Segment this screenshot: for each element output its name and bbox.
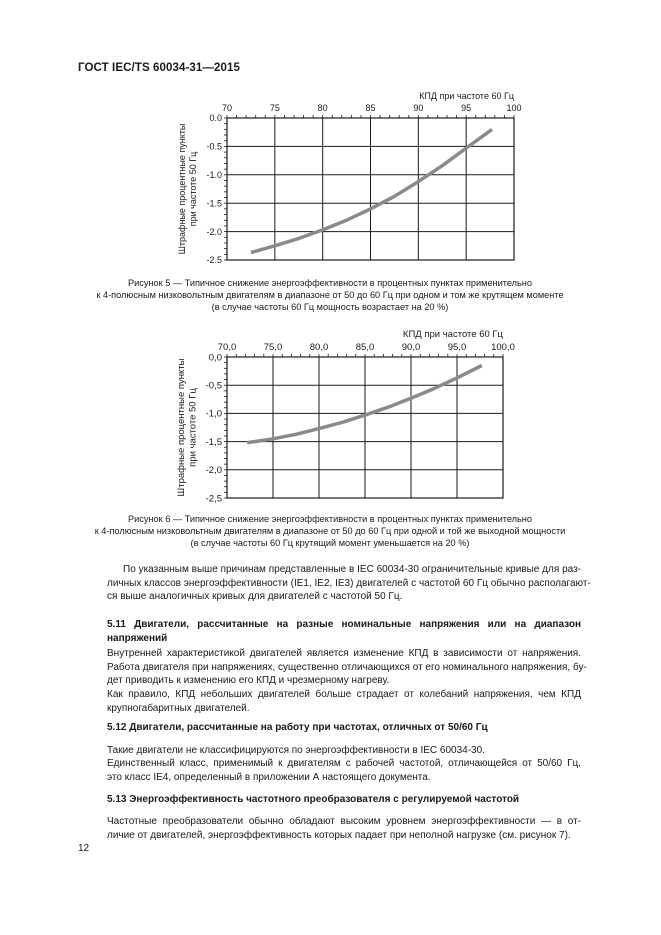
y-tick-label: -0,5 — [205, 380, 222, 392]
text-line: Единственный класс, применимый к двигателям с рабочей частотой, отличающейся от 50/60 Гц, — [107, 758, 581, 769]
intro-paragraph — [107, 563, 591, 604]
section-5-11-heading — [107, 618, 581, 645]
section-5-11-paragraph-1 — [107, 647, 587, 688]
x-tick-label: 95,0 — [447, 342, 467, 353]
text-line: дет приводить к изменению его КПД и чрезмерному нагреву. — [107, 675, 390, 687]
text-line: ся выше аналогичных кривых для двигателей с частотой 50 Гц. — [107, 591, 403, 603]
document-header: ГОСТ IEC/TS 60034-31—2015 — [78, 62, 240, 74]
text-line: По указанным выше причинам представленные в IEC 60034-30 ограничительные кривые для раз- — [123, 564, 581, 575]
text-line: Работа двигателя при напряжениях, существенно отличающихся от его номинального напряжения, бу- — [107, 661, 587, 673]
text-line: Частотные преобразователи обычно обладают высоким уровнем энергоэффективности — в от- — [107, 816, 581, 827]
x-tick-label: 100,0 — [491, 342, 515, 353]
y-tick-label: -2,5 — [205, 493, 222, 505]
text-line: крупногабаритных двигателей. — [107, 702, 250, 714]
heading-line: 5.12 Двигатели, рассчитанные на работу при частотах, отличных от 50/60 Гц — [107, 722, 488, 733]
x-tick-label: 70,0 — [217, 342, 237, 353]
section-5-13-paragraph-1 — [107, 815, 581, 842]
y-tick-label: -2.5 — [206, 255, 222, 266]
heading-line: 5.13 Энергоэффективность частотного преобразователя с регулируемой частотой — [107, 794, 520, 805]
heading-line: напряжений — [107, 632, 168, 644]
figure-6-caption-line: Рисунок 6 — Типичное снижение энергоэффективности в процентных пунктах применительно — [128, 514, 532, 524]
y-tick-label: -2.0 — [206, 226, 222, 237]
x-tick-label: 70 — [221, 103, 233, 113]
page-number: 12 — [78, 843, 90, 854]
text-line: личие от двигателей, энергоэффективность которых падает при неполной нагрузке (см. рисунок 7). — [107, 829, 571, 841]
x-tick-label: 100 — [506, 103, 522, 113]
section-5-12-heading — [107, 721, 581, 735]
y-axis-title-line: Штрафные процентные пункты — [176, 358, 187, 497]
x-tick-label: 90 — [413, 103, 424, 113]
figure-5-caption-line: к 4-полюсным низковольтным двигателям в диапазоне от 50 до 60 Гц при одном и том же крутящем моменте — [96, 290, 564, 300]
x-tick-label: 90,0 — [401, 342, 421, 353]
y-tick-label: -1,0 — [205, 408, 222, 420]
heading-line: 5.11 Двигатели, рассчитанные на разные номинальные напряжения или на диапазон — [107, 619, 581, 630]
x-axis-title: КПД при частоте 60 Гц — [419, 91, 514, 101]
y-axis-title-line: Штрафные процентные пункты — [177, 123, 187, 255]
section-5-11-paragraph-2 — [107, 688, 581, 715]
y-axis-title-line: при частоте 50 Гц — [187, 388, 199, 467]
y-axis-title-line: при частоте 50 Гц — [188, 151, 198, 227]
section-5-12-paragraph-1 — [107, 744, 581, 758]
y-tick-label: -1.5 — [206, 198, 222, 209]
x-tick-label: 85,0 — [355, 342, 375, 353]
y-tick-label: -1.0 — [206, 169, 222, 180]
figure-6-caption — [60, 513, 600, 549]
figure-5-caption-line: Рисунок 5 — Типичное снижение энергоэффективности в процентных пунктах применительно — [128, 278, 532, 288]
x-axis-title: КПД при частоте 60 Гц — [402, 329, 503, 340]
section-5-12-paragraph-2 — [107, 757, 581, 784]
x-tick-label: 85 — [365, 103, 376, 113]
x-tick-label: 75,0 — [263, 342, 283, 353]
figure-6-caption-line: (в случае частоты 60 Гц крутящий момент уменьшается на 20 %) — [190, 538, 470, 548]
x-tick-label: 95 — [461, 103, 472, 113]
y-tick-label: -0.5 — [206, 141, 222, 152]
y-tick-label: -2,0 — [205, 465, 222, 477]
x-tick-label: 80,0 — [309, 342, 329, 353]
figure-6-caption-line: к 4-полюсным низковольтным двигателям в диапазоне от 50 до 60 Гц при одной и той же выходной мощности — [94, 526, 566, 536]
x-tick-label: 80 — [317, 103, 328, 113]
text-line: Как правило, КПД небольших двигателей больше страдает от колебаний напряжения, чем КПД — [107, 689, 581, 700]
section-5-13-heading — [107, 793, 581, 807]
text-line: Такие двигатели не классифицируются по энергоэффективности в IEC 60034-30. — [107, 745, 485, 756]
y-tick-label: 0,0 — [208, 352, 222, 364]
text-line: личных классов энергоэффективности (IE1, IE2, IE3) двигателей с частотой 60 Гц обычно располагают- — [107, 577, 591, 589]
x-tick-label: 75 — [269, 103, 280, 113]
y-tick-label: -1,5 — [205, 436, 222, 448]
figure-5-caption-line: (в случае частоты 60 Гц мощность возрастает на 20 %) — [211, 302, 449, 312]
text-line: это класс IE4, определенный в приложении А настоящего документа. — [107, 771, 431, 783]
text-line: Внутренней характеристикой двигателей является изменение КПД в зависимости от напряжения. — [107, 648, 581, 659]
y-tick-label: 0.0 — [209, 113, 222, 124]
